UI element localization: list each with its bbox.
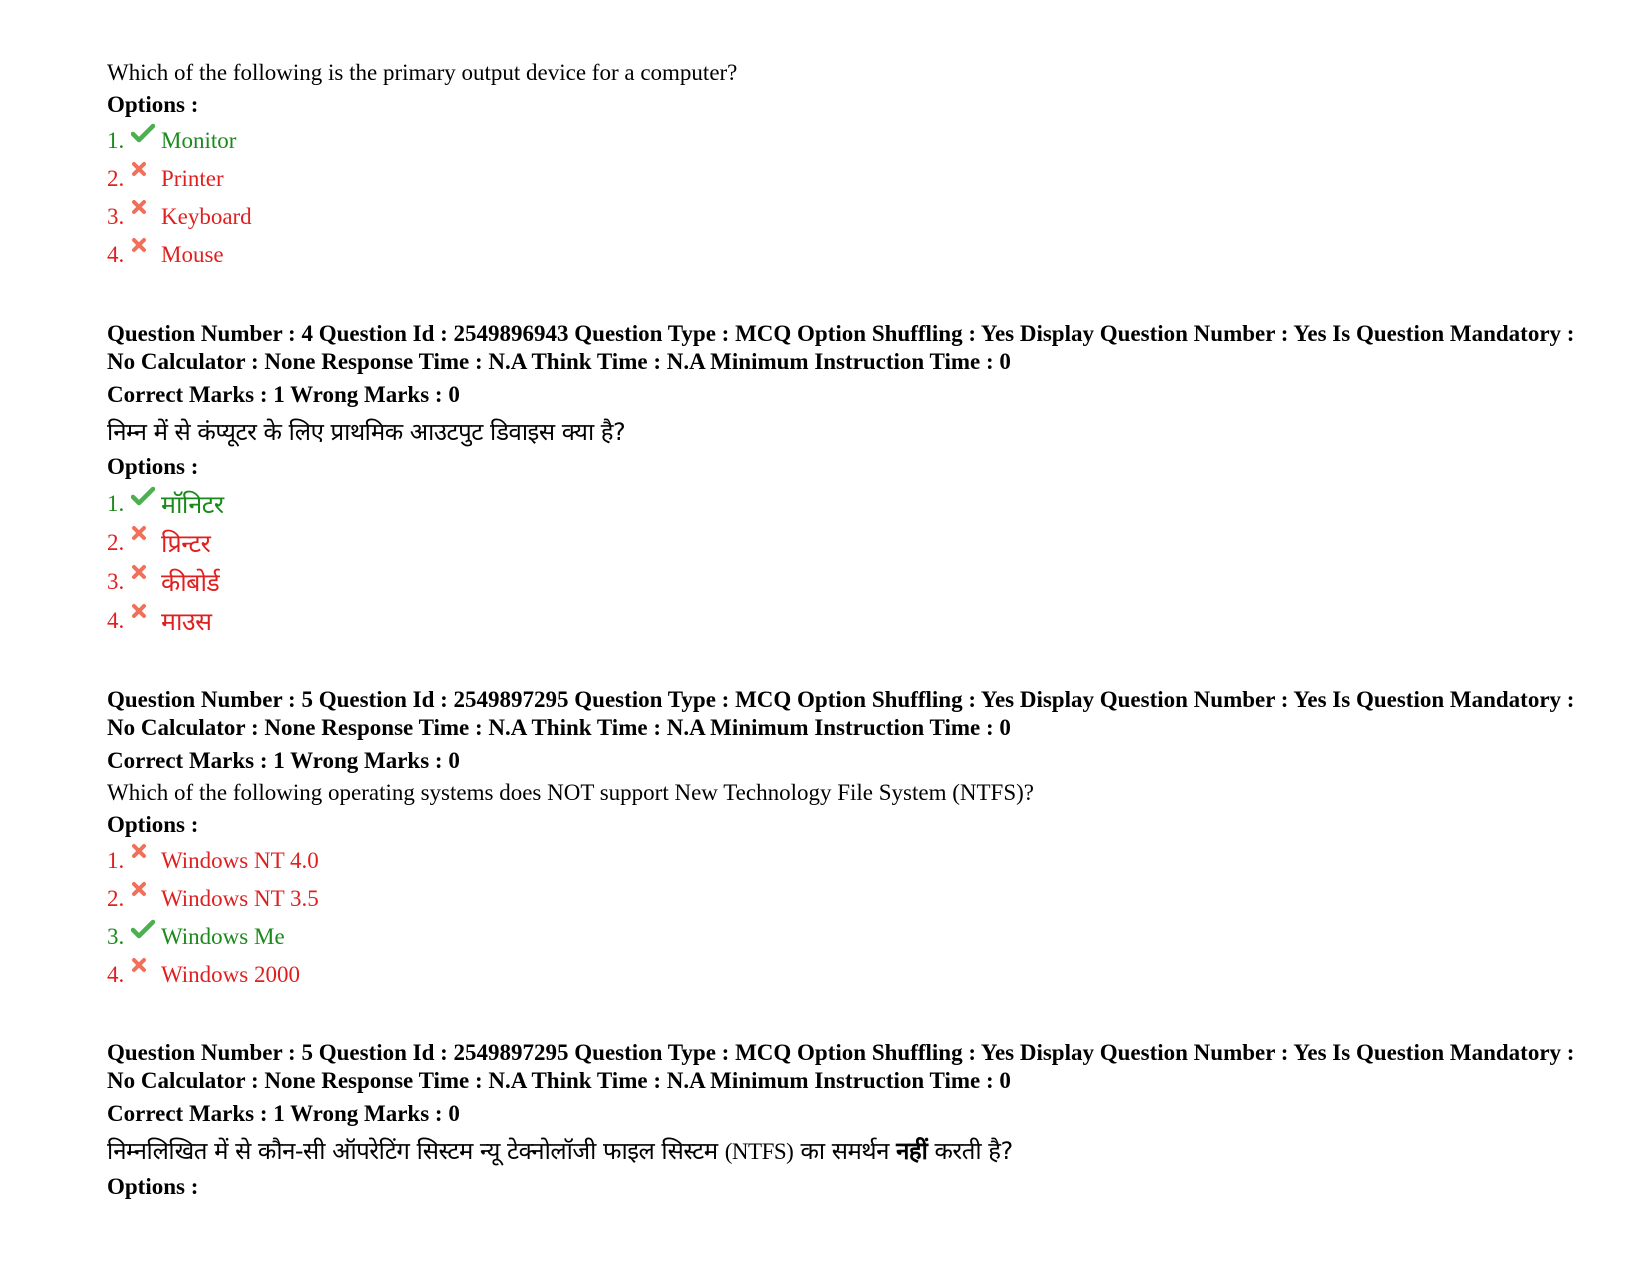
question-5-hindi <box>107 1039 1597 1202</box>
option-number: 1. <box>107 848 125 873</box>
option-label: Monitor <box>161 128 237 153</box>
cross-icon <box>131 161 161 185</box>
question-text-part2: का समर्थन <box>793 1137 897 1165</box>
option-item <box>107 122 1597 160</box>
option-number: 4. <box>107 962 125 987</box>
option-label: Windows 2000 <box>161 962 300 987</box>
option-label: Windows NT 3.5 <box>161 886 319 911</box>
question-text: Which of the following operating systems does NOT support New Technology File System (NTFS)? <box>107 780 1035 805</box>
option-item <box>107 484 1597 523</box>
question-text-part1: निम्नलिखित में से कौन-सी ऑपरेटिंग सिस्टम न्यू टेक्नोलॉजी फाइल सिस्टम <box>107 1137 725 1165</box>
option-number: 1. <box>107 490 125 516</box>
option-number: 2. <box>107 886 125 911</box>
cross-icon <box>131 881 161 905</box>
question-text-abbrev: (NTFS) <box>724 1139 794 1164</box>
option-label: Printer <box>161 166 224 191</box>
options-list <box>107 842 1597 994</box>
option-number: 3. <box>107 204 125 229</box>
option-label: Keyboard <box>161 204 252 229</box>
question-marks: Correct Marks : 1 Wrong Marks : 0 <box>107 382 460 407</box>
question-paper <box>107 58 1597 1204</box>
options-list <box>107 122 1597 274</box>
cross-icon <box>131 525 161 549</box>
options-label: Options : <box>107 92 199 117</box>
option-number: 2. <box>107 529 125 555</box>
question-meta: Question Number : 5 Question Id : 2549897295 Question Type : MCQ Option Shuffling : Yes Display Question Number : Yes Is Question Mandatory : No Calculator : None Response Time : N.A Think Time : N.A Minimum Instruction Time : 0 <box>107 687 1575 740</box>
cross-icon <box>131 603 161 627</box>
cross-icon <box>131 843 161 867</box>
check-icon <box>131 123 161 147</box>
option-number: 3. <box>107 924 125 949</box>
question-marks: Correct Marks : 1 Wrong Marks : 0 <box>107 748 460 773</box>
option-item <box>107 956 1597 994</box>
option-number: 2. <box>107 166 125 191</box>
option-label: Mouse <box>161 242 224 267</box>
option-label: प्रिन्टर <box>161 528 211 558</box>
question-text: Which of the following is the primary output device for a computer? <box>107 60 738 85</box>
cross-icon <box>131 957 161 981</box>
check-icon <box>131 486 161 510</box>
option-item <box>107 160 1597 198</box>
options-label: Options : <box>107 1174 199 1199</box>
option-item <box>107 918 1597 956</box>
option-number: 4. <box>107 242 125 267</box>
option-label: Windows NT 4.0 <box>161 848 319 873</box>
question-4 <box>107 320 1597 640</box>
option-label: माउस <box>161 606 212 636</box>
option-item <box>107 601 1597 640</box>
option-item <box>107 523 1597 562</box>
question-marks: Correct Marks : 1 Wrong Marks : 0 <box>107 1101 460 1126</box>
question-5-english <box>107 686 1597 994</box>
option-item <box>107 880 1597 918</box>
option-number: 4. <box>107 607 125 633</box>
question-text <box>107 1131 1597 1172</box>
question-text: निम्न में से कंप्यूटर के लिए प्राथमिक आउटपुट डिवाइस क्या है? <box>107 418 626 446</box>
cross-icon <box>131 199 161 223</box>
option-item <box>107 842 1597 880</box>
cross-icon <box>131 564 161 588</box>
question-3 <box>107 58 1597 274</box>
question-text-part3: करती है? <box>927 1137 1013 1165</box>
option-label: कीबोर्ड <box>161 567 220 597</box>
option-item <box>107 236 1597 274</box>
question-meta: Question Number : 5 Question Id : 2549897295 Question Type : MCQ Option Shuffling : Yes Display Question Number : Yes Is Question Mandatory : No Calculator : None Response Time : N.A Think Time : N.A Minimum Instruction Time : 0 <box>107 1040 1575 1093</box>
cross-icon <box>131 237 161 261</box>
option-item <box>107 562 1597 601</box>
options-label: Options : <box>107 812 199 837</box>
question-meta: Question Number : 4 Question Id : 2549896943 Question Type : MCQ Option Shuffling : Yes Display Question Number : Yes Is Question Mandatory : No Calculator : None Response Time : N.A Think Time : N.A Minimum Instruction Time : 0 <box>107 321 1575 374</box>
option-label: मॉनिटर <box>161 489 224 519</box>
check-icon <box>131 919 161 943</box>
options-list <box>107 484 1597 640</box>
option-item <box>107 198 1597 236</box>
options-label: Options : <box>107 454 199 479</box>
option-number: 1. <box>107 128 125 153</box>
question-text-emphasis: नहीं <box>896 1137 928 1165</box>
option-number: 3. <box>107 568 125 594</box>
option-label: Windows Me <box>161 924 285 949</box>
